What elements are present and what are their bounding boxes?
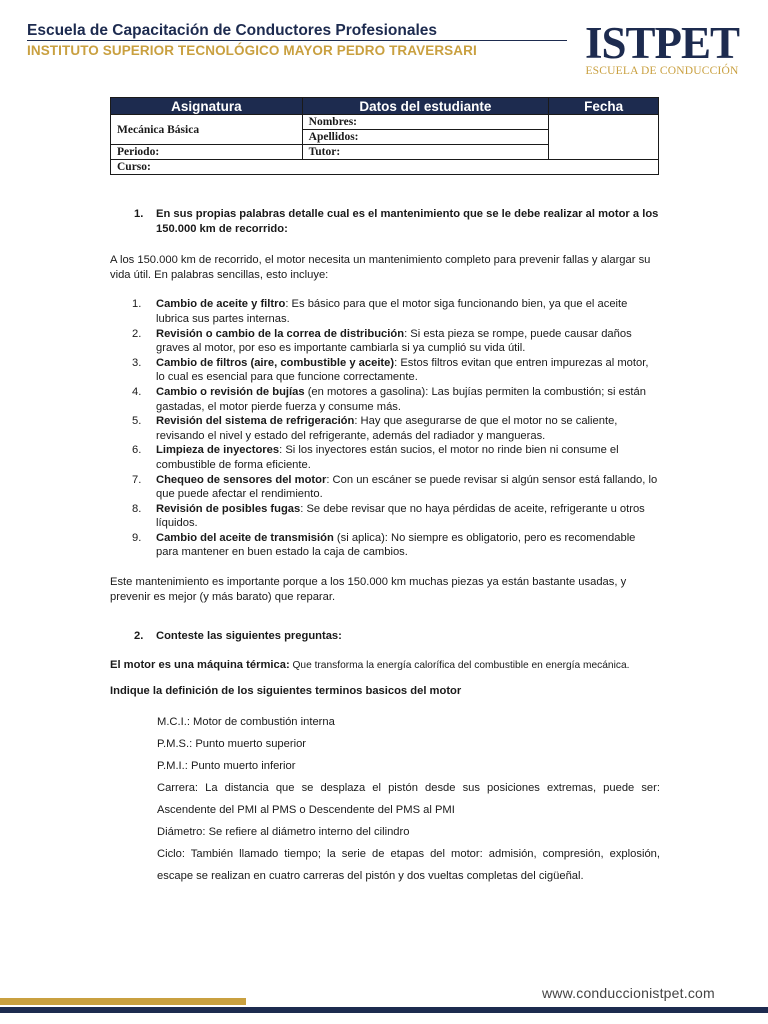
curso-label: Curso: xyxy=(111,160,659,175)
thermal-engine-answer: El motor es una máquina térmica: Que transforma la energía calorífica del combustible en energía mecánica. xyxy=(110,658,630,671)
list-item: 2. Revisión o cambio de la correa de distribución: Si esta pieza se rompe, puede causar daños graves al motor, por eso es importante cambiarla si ya cumplió su vida útil. xyxy=(132,327,632,355)
list-item: M.C.I.: Motor de combustión interna xyxy=(157,716,335,729)
question-text: Conteste las siguientes preguntas: xyxy=(156,630,342,643)
asignatura-value: Mecánica Básica xyxy=(111,115,303,145)
question-1-heading xyxy=(110,207,660,236)
document-body xyxy=(110,207,660,887)
periodo-label: Periodo: xyxy=(111,145,303,160)
logo-text: ISTPET xyxy=(584,18,740,68)
list-item: 4. Cambio o revisión de bujías (en motores a gasolina): Las bujías permiten la combustión; si están gastadas, el motor pierde fuerza y consume más. xyxy=(132,385,646,413)
tutor-label: Tutor: xyxy=(302,145,549,160)
institute-name: INSTITUTO SUPERIOR TECNOLÓGICO MAYOR PEDRO TRAVERSARI xyxy=(27,43,477,58)
list-item: 5. Revisión del sistema de refrigeración: Hay que asegurarse de que el motor no se caliente, revisando el nivel y estado del refrigerante, además del radiador y mangueras. xyxy=(132,415,618,442)
student-info-table xyxy=(110,97,659,175)
header-fecha: Fecha xyxy=(549,98,659,115)
question-number: 2. xyxy=(134,630,144,643)
definitions-heading: Indique la definición de los siguientes terminos basicos del motor xyxy=(110,685,462,698)
footer-website: www.conduccionistpet.com xyxy=(542,985,715,1001)
definitions-list xyxy=(110,711,660,887)
list-item: P.M.I.: Punto muerto inferior xyxy=(157,760,296,773)
nombres-label: Nombres: xyxy=(302,115,549,130)
question-text: En sus propias palabras detalle cual es el mantenimiento que se le debe realizar al motor a los 150.000 km de recorrido: xyxy=(156,208,659,235)
question-2-heading xyxy=(110,629,660,644)
list-item: Diámetro: Se refiere al diámetro interno del cilindro xyxy=(157,826,410,839)
header-divider xyxy=(27,40,567,41)
list-item: 7. Chequeo de sensores del motor: Con un escáner se puede revisar si algún sensor está fallando, lo que puede afectar el rendimiento. xyxy=(132,473,658,501)
list-item: P.M.S.: Punto muerto superior xyxy=(157,738,307,751)
school-name: Escuela de Capacitación de Conductores Profesionales xyxy=(27,22,438,39)
table-header-row xyxy=(111,98,659,115)
footer-navy-bar xyxy=(0,1007,768,1013)
apellidos-label: Apellidos: xyxy=(302,130,549,145)
maintenance-list xyxy=(110,297,660,560)
table-row xyxy=(111,115,659,130)
list-item: 3. Cambio de filtros (aire, combustible y aceite): Estos filtros evitan que entren impurezas al motor, lo cual es esencial para que funcione correctamente. xyxy=(132,356,649,384)
list-item: 1. Cambio de aceite y filtro: Es básico para que el motor siga funcionando bien, ya que el aceite lubrica sus partes internas. xyxy=(132,298,628,325)
list-item: 6. Limpieza de inyectores: Si los inyectores están sucios, el motor no rinde bien ni consume el combustible de forma eficiente. xyxy=(132,444,619,471)
list-item: Ciclo: También llamado tiempo; la serie de etapas del motor: admisión, compresión, explosión, escape se realizan en cuatro carreras del pistón y dos vueltas completas del cigüeñal. xyxy=(157,848,660,883)
list-item: Carrera: La distancia que se desplaza el pistón desde sus posiciones extremas, puede ser: Ascendente del PMI al PMS o Descendente del PMS al PMI xyxy=(157,782,660,817)
document-header xyxy=(0,0,768,80)
header-datos-estudiante: Datos del estudiante xyxy=(302,98,549,115)
table-row xyxy=(111,160,659,175)
list-item: 9. Cambio del aceite de transmisión (si aplica): No siempre es obligatorio, pero es recomendable para mantener en buen estado la caja de cambios. xyxy=(132,531,636,559)
list-item: 8. Revisión de posibles fugas: Se debe revisar que no haya pérdidas de aceite, refrigerante u otros líquidos. xyxy=(132,502,645,530)
header-asignatura: Asignatura xyxy=(111,98,303,115)
question-number: 1. xyxy=(134,208,144,220)
fecha-cell xyxy=(549,115,659,160)
footer-gold-bar xyxy=(0,998,246,1005)
answer-conclusion: Este mantenimiento es importante porque a los 150.000 km muchas piezas ya están bastante usadas, y prevenir es mejor (y más barato) que reparar. xyxy=(110,576,627,603)
logo-subtext: ESCUELA DE CONDUCCIÓN xyxy=(585,65,739,77)
istpet-logo xyxy=(576,18,748,78)
answer-intro: A los 150.000 km de recorrido, el motor necesita un mantenimiento completo para prevenir fallas y alargar su vida útil. En palabras sencillas, esto incluye: xyxy=(110,254,651,281)
